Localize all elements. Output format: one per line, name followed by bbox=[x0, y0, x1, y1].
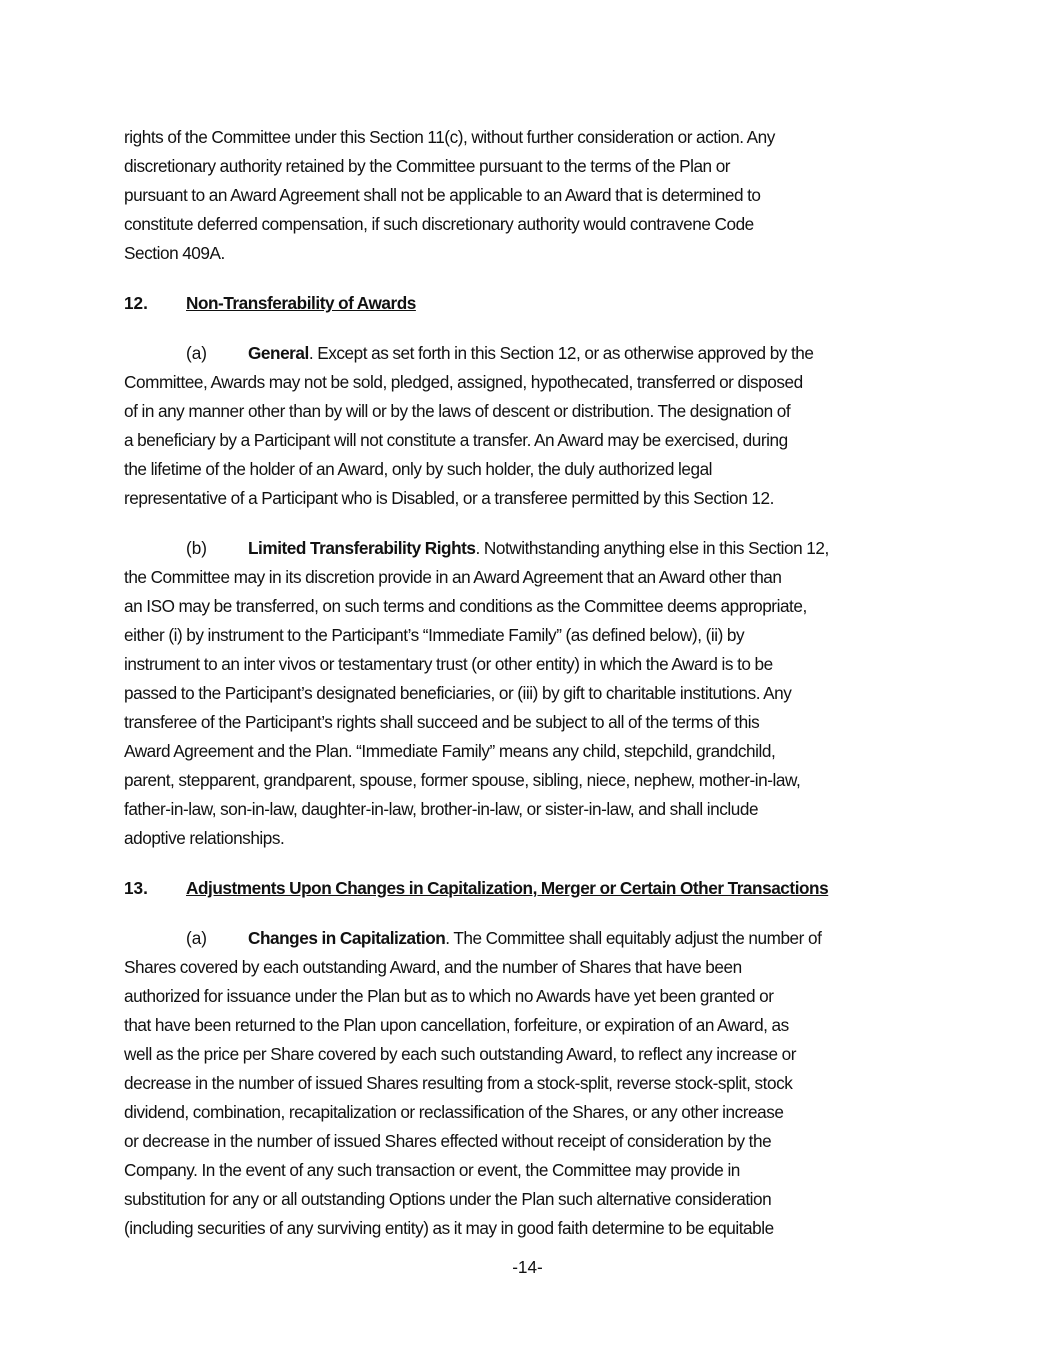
subsection-heading: General bbox=[248, 343, 309, 363]
subsection-label: (a) bbox=[186, 343, 208, 363]
text-line: representative of a Participant who is Disabled, or a transferee permitted by this Section 12. bbox=[124, 488, 774, 508]
text-line: father-in-law, son-in-law, daughter-in-law, brother-in-law, or sister-in-law, and shall include bbox=[124, 799, 759, 819]
text-line: pursuant to an Award Agreement shall not be applicable to an Award that is determined to bbox=[124, 185, 761, 205]
text-line: decrease in the number of issued Shares resulting from a stock-split, reverse stock-split, stock bbox=[124, 1073, 793, 1093]
page-number: -14- bbox=[512, 1257, 543, 1277]
text-line: Company. In the event of any such transaction or event, the Committee may provide in bbox=[124, 1160, 740, 1180]
text-line: well as the price per Share covered by each such outstanding Award, to reflect any increase or bbox=[124, 1044, 796, 1064]
section-number: 12. bbox=[124, 293, 148, 313]
text-run: . Notwithstanding anything else in this Section 12, bbox=[475, 538, 829, 558]
text-line bbox=[248, 342, 814, 364]
text-line: Shares covered by each outstanding Award, and the number of Shares that have been bbox=[124, 957, 742, 977]
section-title: Non-Transferability of Awards bbox=[186, 293, 416, 313]
text-line: a beneficiary by a Participant will not constitute a transfer. An Award may be exercised, during bbox=[124, 430, 788, 450]
text-line: passed to the Participant’s designated beneficiaries, or (iii) by gift to charitable institutions. Any bbox=[124, 683, 792, 703]
text-line: Section 409A. bbox=[124, 243, 225, 263]
text-line: authorized for issuance under the Plan but as to which no Awards have yet been granted or bbox=[124, 986, 774, 1006]
text-line: that have been returned to the Plan upon cancellation, forfeiture, or expiration of an Award, as bbox=[124, 1015, 789, 1035]
section-number: 13. bbox=[124, 878, 148, 898]
text-line: discretionary authority retained by the Committee pursuant to the terms of the Plan or bbox=[124, 156, 731, 176]
subsection-label: (b) bbox=[186, 538, 208, 558]
text-line: the lifetime of the holder of an Award, only by such holder, the duly authorized legal bbox=[124, 459, 713, 479]
text-line bbox=[248, 927, 821, 949]
text-line: the Committee may in its discretion provide in an Award Agreement that an Award other than bbox=[124, 567, 782, 587]
text-line: or decrease in the number of issued Shares effected without receipt of consideration by the bbox=[124, 1131, 772, 1151]
text-run: . The Committee shall equitably adjust the number of bbox=[445, 928, 822, 948]
text-line: Award Agreement and the Plan. “Immediate Family” means any child, stepchild, grandchild, bbox=[124, 741, 776, 761]
text-line: instrument to an inter vivos or testamentary trust (or other entity) in which the Award is to be bbox=[124, 654, 773, 674]
subsection-heading: Limited Transferability Rights bbox=[248, 538, 476, 558]
text-line bbox=[248, 537, 829, 559]
text-line: constitute deferred compensation, if such discretionary authority would contravene Code bbox=[124, 214, 754, 234]
text-line: (including securities of any surviving entity) as it may in good faith determine to be equitable bbox=[124, 1218, 774, 1238]
text-line: either (i) by instrument to the Participant’s “Immediate Family” (as defined below), (ii) by bbox=[124, 625, 745, 645]
text-line: parent, stepparent, grandparent, spouse, former spouse, sibling, niece, nephew, mother-in-law, bbox=[124, 770, 801, 790]
subsection-label: (a) bbox=[186, 928, 208, 948]
text-line: adoptive relationships. bbox=[124, 828, 285, 848]
section-title: Adjustments Upon Changes in Capitalization, Merger or Certain Other Transactions bbox=[186, 878, 829, 898]
text-line: an ISO may be transferred, on such terms and conditions as the Committee deems appropriate, bbox=[124, 596, 807, 616]
subsection-heading: Changes in Capitalization bbox=[248, 928, 446, 948]
text-run: . Except as set forth in this Section 12, or as otherwise approved by the bbox=[308, 343, 814, 363]
text-line: transferee of the Participant’s rights shall succeed and be subject to all of the terms of this bbox=[124, 712, 760, 732]
text-line: dividend, combination, recapitalization or reclassification of the Shares, or any other increase bbox=[124, 1102, 784, 1122]
text-line: rights of the Committee under this Section 11(c), without further consideration or action. Any bbox=[124, 127, 775, 147]
text-line: of in any manner other than by will or by the laws of descent or distribution. The designation of bbox=[124, 401, 791, 421]
text-line: Committee, Awards may not be sold, pledged, assigned, hypothecated, transferred or disposed bbox=[124, 372, 803, 392]
text-line: substitution for any or all outstanding Options under the Plan such alternative consideration bbox=[124, 1189, 772, 1209]
